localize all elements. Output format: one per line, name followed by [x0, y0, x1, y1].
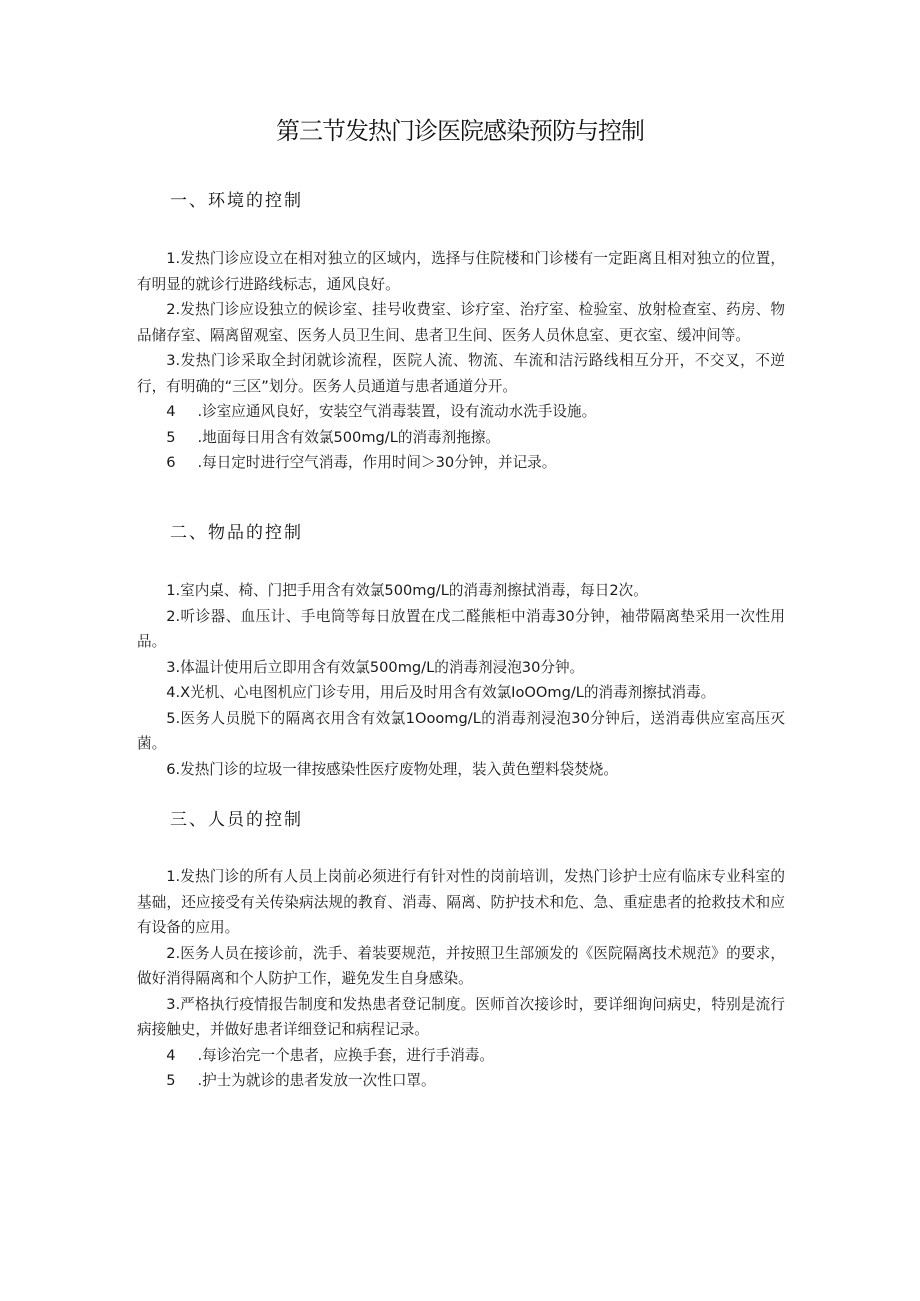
paragraph-number: 3 [166, 352, 176, 369]
paragraph-text: .严格执行疫情报告制度和发热患者登记制度。医师首次接诊时，要详细询问病史，特别是流行病接触史，并做好患者详细登记和病程记录。 [137, 995, 785, 1038]
section-body-personnel [137, 864, 785, 1094]
section-heading-personnel: 三、人员的控制 [170, 810, 303, 830]
paragraph [137, 1043, 785, 1069]
paragraph-text: .体温计使用后立即用含有效氯500mg∕L的消毒剂浸泡30分钟。 [175, 658, 585, 676]
page-title: 第三节发热门诊医院感染预防与控制 [276, 117, 644, 145]
paragraph [137, 450, 785, 476]
paragraph [137, 399, 785, 425]
paragraph [137, 941, 785, 992]
section-body-environment [137, 246, 785, 476]
paragraph [137, 246, 785, 297]
paragraph-text: .每诊治完一个患者，应换手套，进行手消毒。 [197, 1046, 495, 1064]
paragraph-text: .发热门诊采取全封闭就诊流程，医院人流、物流、车流和洁污路线相互分开，不交叉，不逆行，有明确的“三区”划分。医务人员通道与患者通道分开。 [137, 352, 785, 395]
paragraph [137, 680, 785, 706]
paragraph-text: .发热门诊的垃圾一律按感染性医疗废物处理，装入黄色塑料袋焚烧。 [175, 760, 618, 778]
paragraph-number: 3 [166, 658, 176, 676]
paragraph-number: 5 [166, 709, 176, 727]
paragraph-text: .室内桌、椅、门把手用含有效氯500mg∕L的消毒剂擦拭消毒，每日2次。 [175, 582, 648, 599]
paragraph [137, 297, 785, 348]
paragraph-number: 2 [166, 301, 176, 318]
paragraph [137, 706, 785, 757]
paragraph-number: 1 [166, 868, 176, 885]
paragraph-number: 2 [166, 607, 176, 625]
paragraph [137, 864, 785, 941]
paragraph-number: 1 [166, 582, 176, 599]
section-heading-items: 二、物品的控制 [170, 523, 303, 543]
paragraph [137, 1068, 785, 1094]
paragraph-text: .发热门诊应设独立的候诊室、挂号收费室、诊疗室、治疗室、检验室、放射检查室、药房、物品储存室、隔离留观室、医务人员卫生间、患者卫生间、医务人员休息室、更衣室、缓冲间等。 [137, 301, 785, 344]
paragraph-number: 5 [166, 428, 176, 446]
section-body-items [137, 578, 785, 782]
paragraph-text: .发热门诊的所有人员上岗前必须进行有针对性的岗前培训，发热门诊护士应有临床专业科室的基础，还应接受有关传染病法规的教育、消毒、隔离、防护技术和危、急、重症患者的抢救技术和应有设备的应用。 [137, 868, 785, 936]
paragraph-text: .医务人员在接诊前，洗手、着装要规范，并按照卫生部颁发的《医院隔离技术规范》的要求，做好消得隔离和个人防护工作，避免发生自身感染。 [137, 944, 785, 987]
paragraph [137, 348, 785, 399]
paragraph-number: 4 [166, 684, 176, 701]
paragraph-number: 4 [166, 1046, 176, 1064]
paragraph-number: 4 [166, 403, 176, 420]
paragraph [137, 992, 785, 1043]
paragraph-text: .医务人员脱下的隔离衣用含有效氯1Ooomg/L的消毒剂浸泡30分钟后，送消毒供应室高压灭菌。 [137, 709, 785, 752]
paragraph-text: .诊室应通风良好，安装空气消毒装置，设有流动水洗手设施。 [197, 403, 597, 420]
paragraph-text: .每日定时进行空气消毒，作用时间＞30分钟，并记录。 [197, 454, 557, 471]
paragraph-text: .护士为就诊的患者发放一次性口罩。 [197, 1072, 436, 1089]
paragraph [137, 655, 785, 681]
paragraph-text: .听诊器、血压计、手电筒等每日放置在戊二醛熊柜中消毒30分钟，袖带隔离垫采用一次性用品。 [137, 607, 785, 650]
paragraph [137, 604, 785, 655]
section-heading-environment: 一、环境的控制 [170, 191, 303, 211]
paragraph-number: 2 [166, 944, 176, 962]
paragraph-number: 6 [166, 454, 176, 471]
paragraph-text: .发热门诊应设立在相对独立的区域内，选择与住院楼和门诊楼有一定距离且相对独立的位置，有明显的就诊行进路线标志，通风良好。 [137, 250, 785, 293]
paragraph [137, 578, 785, 604]
paragraph-number: 5 [166, 1072, 176, 1089]
paragraph-text: .X光机、心电图机应门诊专用，用后及时用含有效氯IoOOmg/L的消毒剂擦拭消毒。 [175, 684, 716, 701]
paragraph-number: 3 [166, 995, 176, 1013]
paragraph [137, 757, 785, 783]
paragraph-number: 6 [166, 760, 176, 778]
paragraph-text: .地面每日用含有效氯500mg∕L的消毒剂拖擦。 [197, 428, 501, 446]
paragraph-number: 1 [166, 250, 176, 267]
paragraph [137, 425, 785, 451]
